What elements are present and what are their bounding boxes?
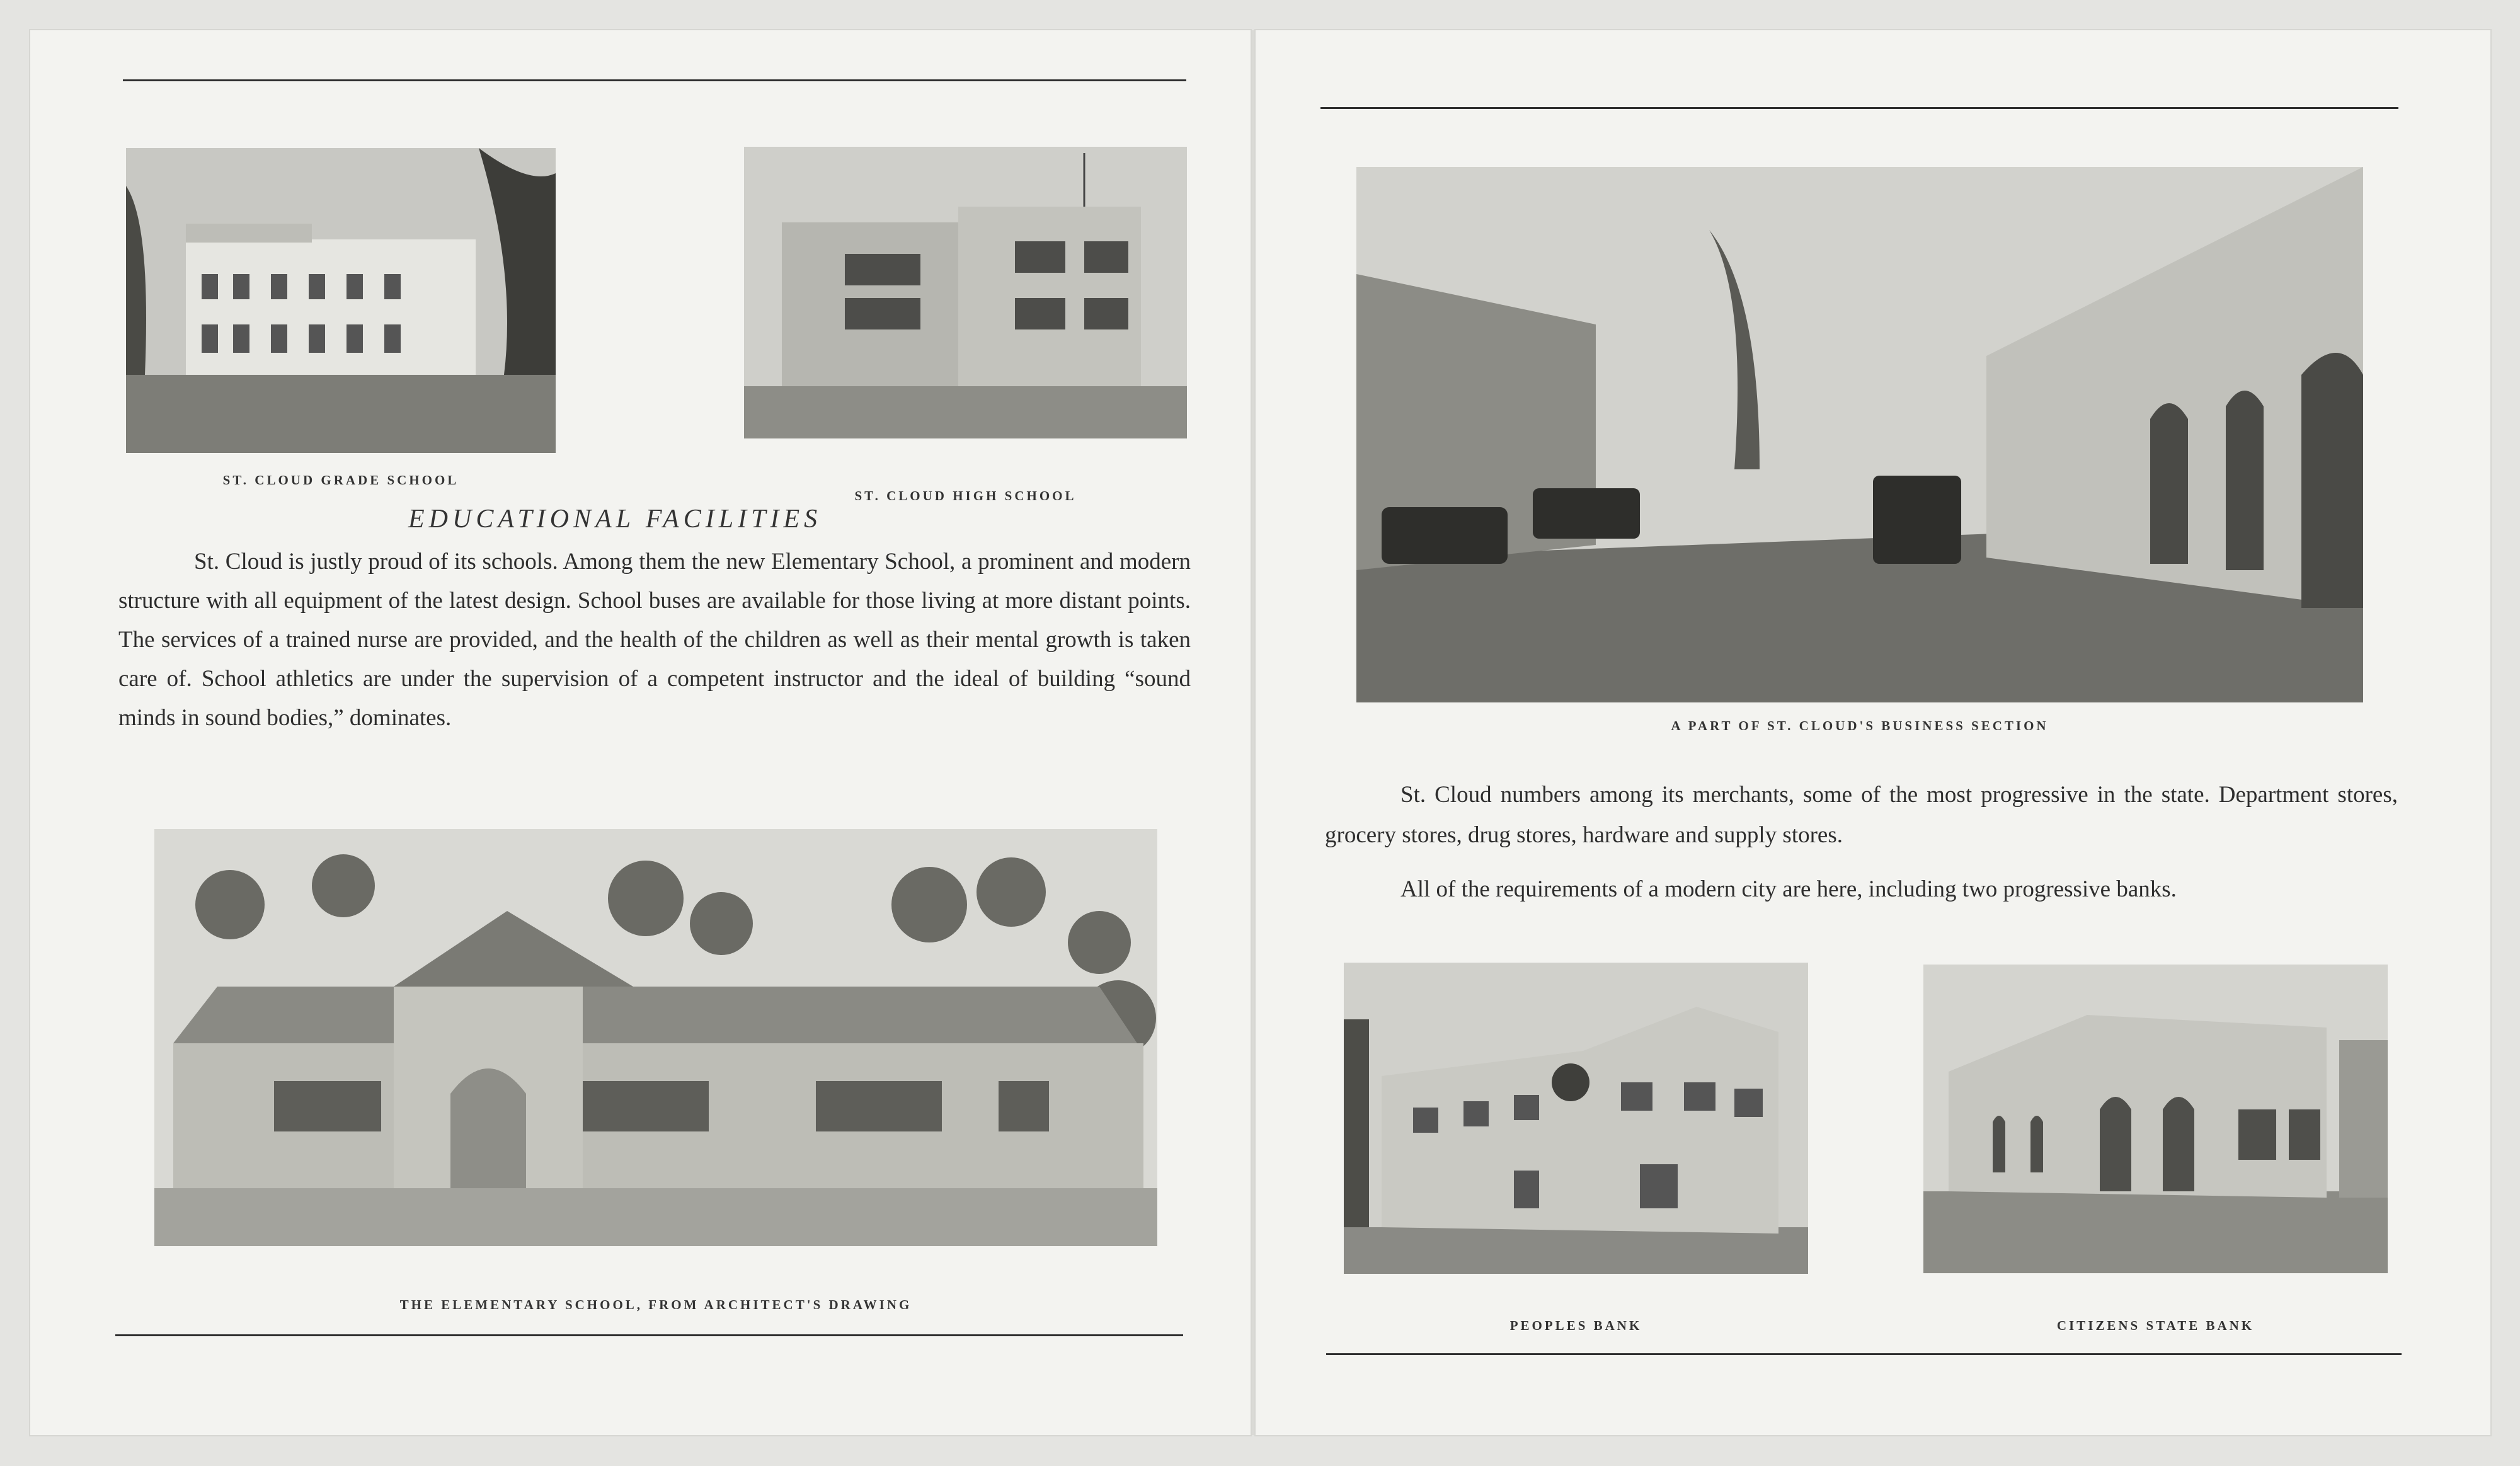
- elementary-school-drawing: [154, 829, 1157, 1246]
- high-school-caption: ST. CLOUD HIGH SCHOOL: [854, 488, 1077, 503]
- citizens-state-bank-photo: [1923, 965, 2388, 1273]
- elementary-school-caption: THE ELEMENTARY SCHOOL, FROM ARCHITECT'S DRAWING: [399, 1297, 912, 1312]
- left-page: [30, 30, 1251, 1435]
- citizens-state-bank-caption: CITIZENS STATE BANK: [2056, 1318, 2255, 1333]
- merchants-text: St. Cloud numbers among its merchants, some of the most progressive in the state. Department stores, grocery stores, drug stores, hardware and supply stores.: [1325, 782, 2398, 848]
- grade-school-photo: [126, 148, 556, 453]
- right-page: [1256, 30, 2490, 1435]
- top-rule: [1320, 107, 2398, 109]
- bottom-rule: [115, 1334, 1183, 1336]
- business-paragraphs: [1325, 775, 2398, 910]
- section-heading: EDUCATIONAL FACILITIES: [408, 505, 822, 534]
- book-gutter: [1251, 30, 1256, 1435]
- requirements-text: All of the requirements of a modern city are here, including two progressive banks.: [1400, 876, 2177, 902]
- education-paragraph: [118, 542, 1191, 738]
- top-rule: [123, 79, 1186, 81]
- business-section-caption: A PART OF ST. CLOUD'S BUSINESS SECTION: [1671, 718, 2049, 733]
- peoples-bank-photo: [1344, 963, 1808, 1274]
- education-text: St. Cloud is justly proud of its schools. Among them the new Elementary School, a prominent and modern structure with all equipment of the latest design. School buses are available for those living at more distant points. The services of a trained nurse are provided, and the health of the children as well as their mental growth is taken care of. School athletics are under the supervision of a competent instructor and the ideal of building “sound minds in sound bodies,” dominates.: [118, 549, 1191, 731]
- high-school-photo: [744, 147, 1187, 438]
- peoples-bank-caption: PEOPLES BANK: [1509, 1318, 1642, 1333]
- grade-school-caption: ST. CLOUD GRADE SCHOOL: [222, 472, 459, 488]
- business-section-photo: [1356, 167, 2363, 702]
- bottom-rule: [1326, 1353, 2402, 1355]
